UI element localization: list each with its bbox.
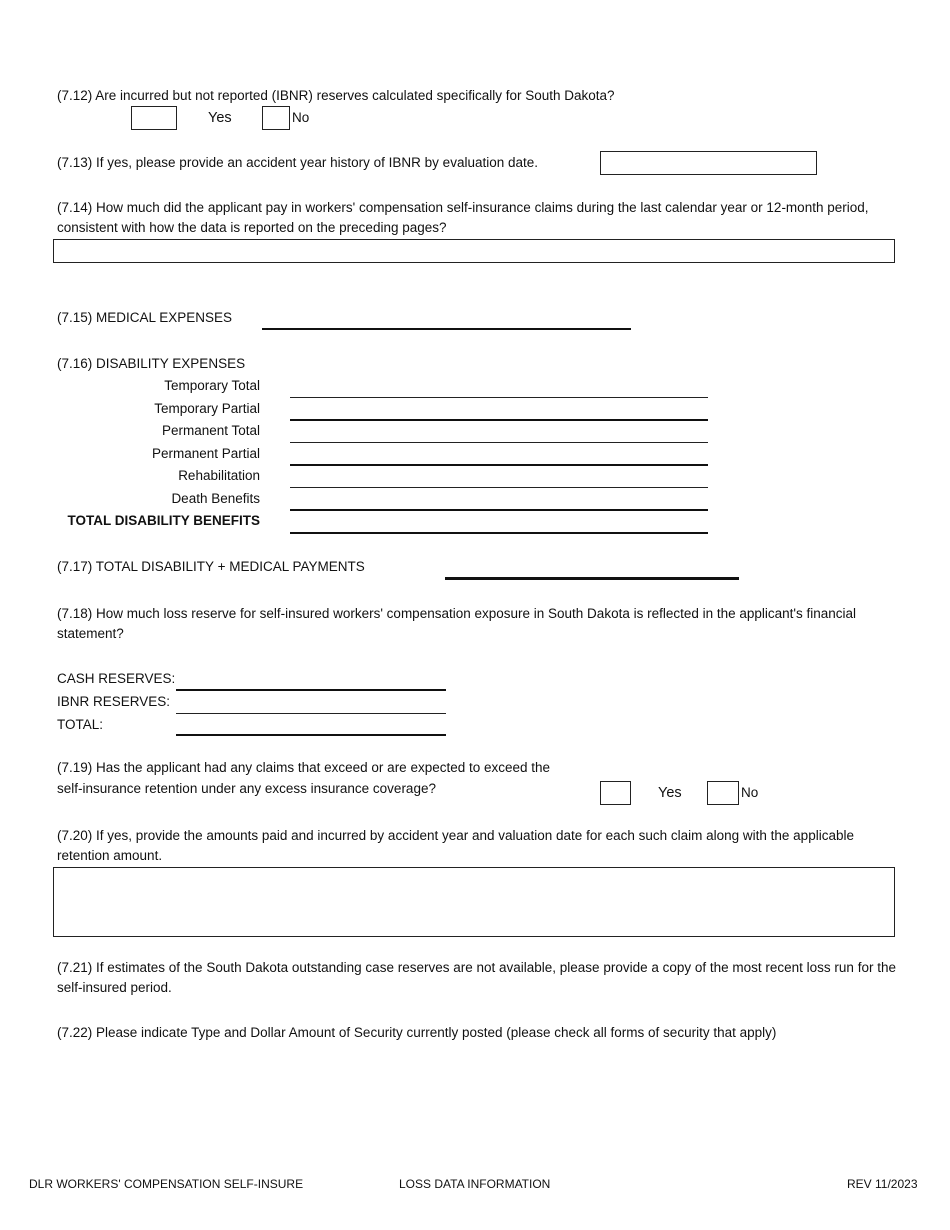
rehabilitation-line[interactable] (290, 487, 708, 488)
total-payments-line[interactable] (445, 577, 739, 580)
question-7-19-line1: (7.19) Has the applicant had any claims that exceed or are expected to exceed the (57, 760, 551, 775)
question-7-15: (7.15) MEDICAL EXPENSES (57, 310, 233, 325)
question-7-17: (7.17) TOTAL DISABILITY + MEDICAL PAYMENTS (57, 559, 365, 574)
question-7-21: (7.21) If estimates of the South Dakota outstanding case reserves are not available, please provide a copy of the most recent loss run for the self-insured period. (57, 960, 896, 995)
excess-claims-no-checkbox[interactable] (707, 781, 739, 805)
question-7-19-line2: self-insurance retention under any excess insurance coverage? (57, 781, 436, 796)
permanent-partial-line[interactable] (290, 464, 708, 466)
excess-claims-detail-field[interactable] (53, 867, 895, 937)
temporary-total-line[interactable] (290, 397, 708, 398)
temporary-partial-line[interactable] (290, 419, 708, 421)
cash-reserves-line[interactable] (176, 689, 446, 691)
death-benefits-label: Death Benefits (171, 491, 260, 506)
question-7-14: (7.14) How much did the applicant pay in workers' compensation self-insurance claims during the last calendar year or 12-month period, consistent with how the data is reported on the preceding pages? (57, 200, 869, 235)
ibnr-no-label: No (292, 110, 310, 125)
excess-claims-no-label: No (741, 785, 759, 800)
ibnr-yes-label: Yes (208, 110, 232, 126)
rehabilitation-label: Rehabilitation (178, 468, 260, 483)
excess-claims-yes-checkbox[interactable] (600, 781, 631, 805)
question-7-13: (7.13) If yes, please provide an accident year history of IBNR by evaluation date. (57, 155, 539, 170)
permanent-total-line[interactable] (290, 442, 708, 443)
question-7-18: (7.18) How much loss reserve for self-insured workers' compensation exposure in South Dakota is reflected in the applicant's financial statement? (57, 606, 857, 641)
claims-paid-field[interactable] (53, 239, 895, 263)
total-disability-benefits-label: TOTAL DISABILITY BENEFITS (67, 513, 260, 528)
footer-section-title: LOSS DATA INFORMATION (399, 1177, 551, 1191)
total-reserves-label: TOTAL: (57, 717, 104, 732)
medical-expenses-line[interactable] (262, 328, 631, 330)
question-7-20: (7.20) If yes, provide the amounts paid and incurred by accident year and valuation date for each such claim along with the applicable retention amount. (57, 828, 854, 863)
footer-revision: REV 11/2023 (847, 1177, 918, 1191)
total-disability-benefits-line[interactable] (290, 532, 708, 534)
ibnr-history-field[interactable] (600, 151, 817, 175)
ibnr-reserves-label: IBNR RESERVES: (57, 694, 171, 709)
ibnr-yes-checkbox[interactable] (131, 106, 177, 130)
death-benefits-line[interactable] (290, 509, 708, 511)
permanent-total-label: Permanent Total (161, 423, 260, 438)
total-reserves-line[interactable] (176, 734, 446, 736)
question-7-22: (7.22) Please indicate Type and Dollar Amount of Security currently posted (please check all forms of security that apply) (57, 1025, 777, 1040)
temporary-partial-label: Temporary Partial (154, 401, 260, 416)
cash-reserves-label: CASH RESERVES: (57, 671, 176, 686)
temporary-total-label: Temporary Total (164, 378, 260, 393)
permanent-partial-label: Permanent Partial (151, 446, 260, 461)
footer-form-name: DLR WORKERS' COMPENSATION SELF-INSURE (29, 1177, 304, 1191)
question-7-12: (7.12) Are incurred but not reported (IBNR) reserves calculated specifically for South Dakota? (57, 88, 615, 103)
ibnr-reserves-line[interactable] (176, 713, 446, 714)
ibnr-no-checkbox[interactable] (262, 106, 290, 130)
question-7-16: (7.16) DISABILITY EXPENSES (57, 356, 246, 371)
excess-claims-yes-label: Yes (658, 785, 682, 801)
